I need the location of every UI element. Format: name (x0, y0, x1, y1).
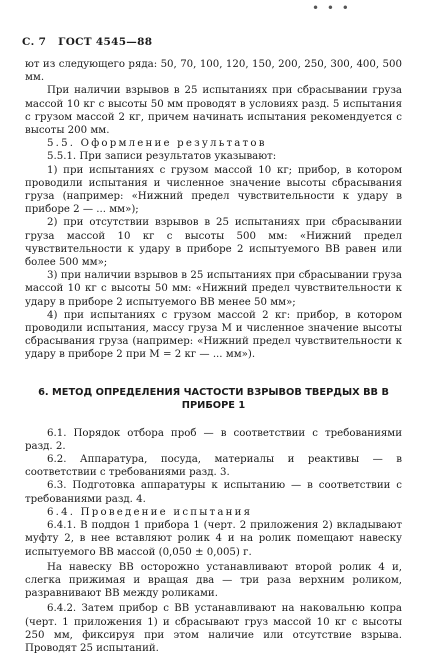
paragraph: 6.4.2. Затем прибор с ВВ устанавливают на наковальню копра (черт. 1 приложения 1) и сбрасывают груз массой 10 кг с высоты 250 мм, фиксируя при этом наличие или отсутствие взрыва. Проводят 25 испытаний. (25, 603, 402, 654)
paragraph: При наличии взрывов в 25 испытаниях при сбрасывании груза массой 10 кг с высоты 50 мм проводят в условиях разд. 5 испытания с грузом массой 2 кг, причем начинать испытания рекомендуется с высоты 200 мм. (25, 85, 402, 137)
paragraph: 6.4.1. В поддон 1 прибора 1 (черт. 2 приложения 2) вкладывают муфту 2, в нее вставляют ролик 4 и на ролик помещают навеску испытуемого ВВ массой (0,050 ± 0,005) г. (25, 520, 402, 558)
scan-mark: • • • (312, 1, 351, 15)
standard-code: ГОСТ 4545—88 (58, 36, 153, 48)
list-item: 3) при наличии взрывов в 25 испытаниях при сбрасывании груза массой 10 кг с высоты 50 мм: «Нижний предел чувствительности к удару в приборе 2 испытуемого ВВ менее 50 мм»; (25, 270, 402, 308)
section-title: 6. МЕТОД ОПРЕДЕЛЕНИЯ ЧАСТОСТИ ВЗРЫВОВ ТВЕРДЫХ ВВ В ПРИБОРЕ 1 (38, 386, 389, 411)
paragraph: 6.2. Аппаратура, посуда, материалы и реактивы — в соответствии с требованиями разд. 3. (25, 454, 402, 479)
paragraph: 5.5.1. При записи результатов указывают: (47, 151, 277, 163)
subsection-heading: 5.5. Оформление результатов (47, 138, 267, 150)
list-item: 2) при отсутствии взрывов в 25 испытаниях при сбрасывании груза массой 10 кг с высоты 500 мм: «Нижний предел чувствительности к удару в приборе 2 испытуемого ВВ равен или более 500 мм»; (25, 217, 402, 269)
list-item: 1) при испытаниях с грузом массой 10 кг; прибор, в котором проводили испытания и численное значение высоты сбрасывания груза (например: «Нижний предел чувствительности к удару в приборе 2 — ... мм»); (25, 164, 402, 216)
paragraph: 6.3. Подготовка аппаратуры к испытанию — в соответствии с требованиями разд. 4. (25, 480, 402, 505)
paragraph: На навеску ВВ осторожно устанавливают второй ролик 4 и, слегка прижимая и вращая два — три раза верхним роликом, разравнивают ВВ между роликами. (25, 561, 402, 600)
list-item: 4) при испытаниях с грузом массой 2 кг: прибор, в котором проводили испытания, массу груза М и численное значение высоты сбрасывания груза (например: «Нижний предел чувствительности к удару в приборе 2 при М = 2 кг — ... мм»). (25, 309, 402, 361)
page-number: С. 7 (22, 36, 47, 48)
subsection-heading: 6.4. Проведение испытания (47, 506, 253, 518)
paragraph: ют из следующего ряда: 50, 70, 100, 120, 150, 200, 250, 300, 400, 500 мм. (25, 59, 402, 84)
page-header (22, 36, 160, 49)
paragraph: 6.1. Порядок отбора проб — в соответствии с требованиями разд. 2. (25, 427, 402, 452)
page-body (25, 58, 402, 655)
